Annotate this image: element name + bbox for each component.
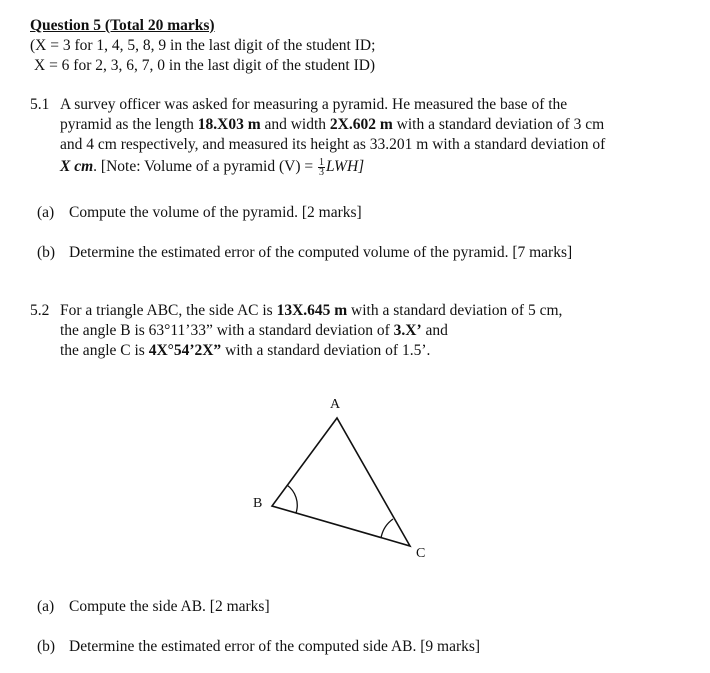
- pyramid-length-value: 18.X03 m: [197, 116, 261, 133]
- q52-line-3-b: with a standard deviation of 1.5’.: [221, 342, 431, 359]
- q51-line-4-a: . [Note: Volume of a pyramid (V) =: [93, 158, 317, 175]
- q51-line-1: A survey officer was asked for measuring a pyramid. He measured the base of the: [60, 96, 568, 113]
- q51-line-4: [60, 157, 364, 177]
- q51-line-2-a: pyramid as the length: [60, 116, 198, 133]
- variant-note-line-1: (X = 3 for 1, 4, 5, 8, 9 in the last digit of the student ID;: [30, 37, 376, 54]
- q52-line-1-b: with a standard deviation of 5 cm,: [347, 302, 563, 319]
- vertex-label-b: B: [253, 496, 263, 511]
- variant-note-line-2: X = 6 for 2, 3, 6, 7, 0 in the last digit of the student ID): [34, 57, 376, 74]
- vertex-label-a: A: [330, 397, 341, 412]
- q52b-label: (b): [37, 638, 56, 655]
- fraction-numerator: 1: [319, 156, 324, 168]
- angle-c-value: 4X°54’2X”: [148, 342, 222, 359]
- q52-line-2: [60, 321, 448, 341]
- q52-line-1: [60, 301, 562, 321]
- q52-line-2-b: and: [421, 322, 448, 339]
- q51b-label: (b): [37, 244, 56, 261]
- q51-number: 5.1: [30, 96, 50, 113]
- vertex-label-c: C: [416, 546, 426, 561]
- q52b-text: Determine the estimated error of the computed side AB. [9 marks]: [69, 638, 481, 655]
- q52-number: 5.2: [30, 302, 50, 319]
- fraction-denominator: 3: [319, 166, 324, 178]
- q52a-text: Compute the side AB. [2 marks]: [69, 598, 270, 615]
- q51-line-4-b: LWH]: [326, 158, 365, 175]
- side-ac-value: 13X.645 m: [276, 302, 348, 319]
- q51a-label: (a): [37, 204, 55, 221]
- q52-line-3: [60, 341, 430, 361]
- q52-line-3-a: the angle C is: [60, 342, 149, 359]
- q51a-text: Compute the volume of the pyramid. [2 marks]: [69, 204, 362, 221]
- q52-line-1-a: For a triangle ABC, the side AC is: [60, 302, 277, 319]
- one-third-fraction: [318, 158, 325, 177]
- q51-line-2-b: and width: [260, 116, 330, 133]
- angle-c-arc: [381, 519, 393, 538]
- height-sd-value: X cm: [60, 158, 94, 175]
- angle-b-arc: [287, 485, 297, 513]
- q51-line-2-c: with a standard deviation of 3 cm: [392, 116, 605, 133]
- triangle-outline: [272, 418, 410, 546]
- q51-line-2: [60, 115, 604, 135]
- q52-line-2-a: the angle B is 63°11’33” with a standard deviation of: [60, 322, 394, 339]
- q51-line-3: and 4 cm respectively, and measured its height as 33.201 m with a standard deviation of: [60, 136, 606, 153]
- question-title: Question 5 (Total 20 marks): [30, 17, 215, 34]
- q52a-label: (a): [37, 598, 55, 615]
- angle-b-sd-value: 3.X’: [393, 322, 422, 339]
- pyramid-width-value: 2X.602 m: [329, 116, 393, 133]
- q51b-text: Determine the estimated error of the computed volume of the pyramid. [7 marks]: [69, 244, 573, 261]
- triangle-abc-figure: [250, 388, 450, 568]
